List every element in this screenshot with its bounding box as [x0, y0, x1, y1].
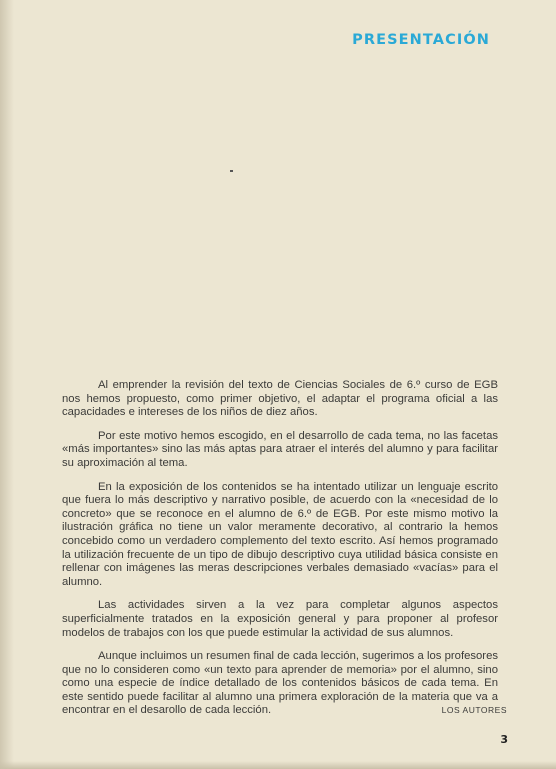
paragraph-4: Las actividades sirven a la vez para completar algunos aspectos superficialmente tratados en la exposición general y para proponer al profesor modelos de trabajos con los que puede estimular la actividad de sus alumnos.: [62, 599, 498, 639]
page-bottom-edge: [0, 761, 556, 769]
paragraph-3: En la exposición de los contenidos se ha intentado utilizar un lenguaje escrito que fuera lo más descriptivo y narrativo posible, de acuerdo con la «necesidad de lo concreto» que se reconoce en el alumno de 6.º de EGB. Por este mismo motivo la ilustración gráfica no tiene un valor meramente decorativo, al contrario la hemos concebido como un verdadero complemento del texto escrito. Así hemos programado la utilización frecuente de un tipo de dibujo descriptivo cuya utilidad básica consiste en rellenar con imágenes las meras descripciones verbales demasiado «vacías» para el alumno.: [62, 480, 498, 588]
presentation-body: [62, 379, 498, 728]
page-title: PRESENTACIÓN: [352, 32, 490, 48]
page-edge-shadow: [0, 0, 14, 769]
paragraph-1: Al emprender la revisión del texto de Ciencias Sociales de 6.º curso de EGB nos hemos propuesto, como primer objetivo, el adaptar el programa oficial a las capacidades e intereses de los niños de diez años.: [62, 379, 498, 419]
page-number: 3: [500, 733, 508, 746]
authors-signature: LOS AUTORES: [441, 705, 507, 715]
paragraph-5: Aunque incluimos un resumen final de cada lección, sugerimos a los profesores que no lo consideren como «un texto para aprender de memoria» por el alumno, sino como una especie de índice detallado de los contenidos básicos de cada tema. En este sentido puede facilitar al alumno una primera exploración de la materia que va a encontrar en el desarollo de cada lección.: [62, 650, 498, 717]
ink-speck: [230, 170, 233, 172]
paragraph-2: Por este motivo hemos escogido, en el desarrollo de cada tema, no las facetas «más importantes» sino las más aptas para atraer el interés del alumno y para facilitar su aproximación al tema.: [62, 429, 498, 469]
